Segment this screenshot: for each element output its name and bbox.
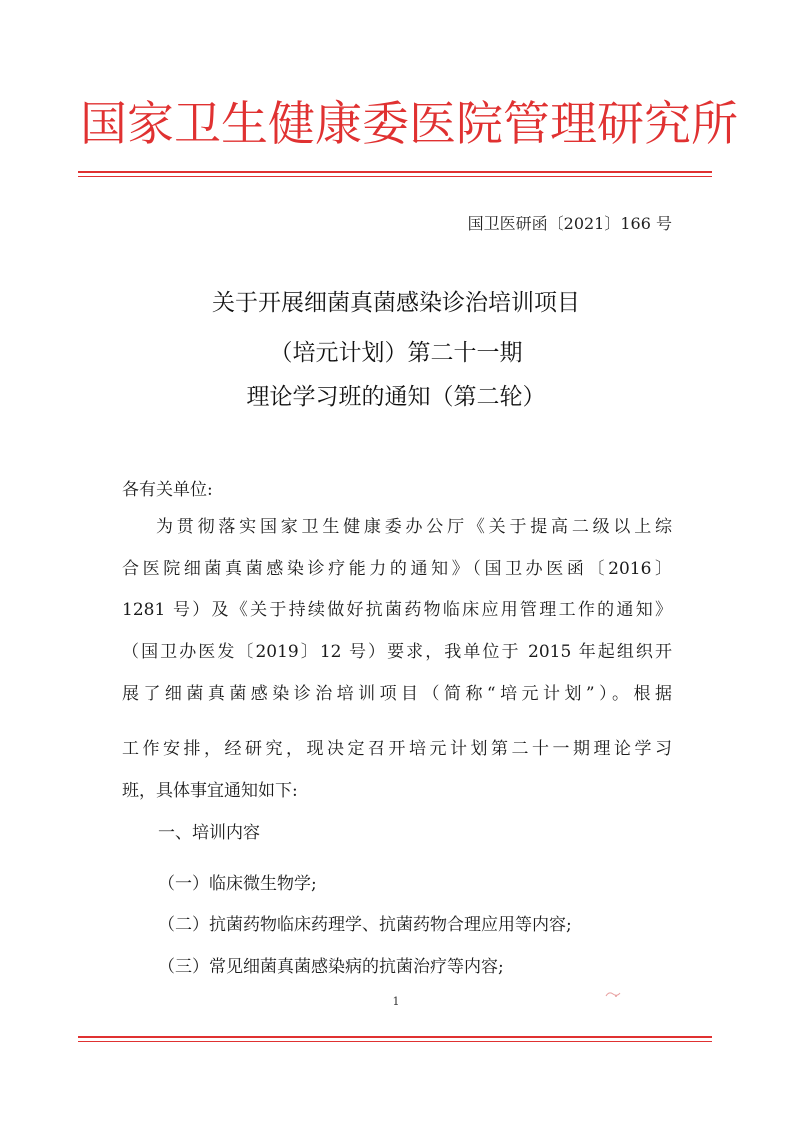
document-title-line-3: 理论学习班的通知（第二轮）	[246, 384, 546, 410]
paragraph-line: （国卫办医发〔2019〕12 号）要求，我单位于 2015 年起组织开	[122, 642, 672, 662]
list-item: （三）常见细菌真菌感染病的抗菌治疗等内容;	[158, 957, 504, 977]
footer-rule-bottom	[78, 1041, 712, 1042]
document-number: 国卫医研函〔2021〕166 号	[467, 214, 672, 233]
document-title-line-1: 关于开展细菌真菌感染诊治培训项目	[212, 290, 580, 316]
section-heading: 一、培训内容	[158, 823, 260, 843]
list-item: （二）抗菌药物临床药理学、抗菌药物合理应用等内容;	[158, 915, 572, 935]
paragraph-line: 为贯彻落实国家卫生健康委办公厅《关于提高二级以上综	[156, 517, 672, 537]
letterhead-rule-bottom	[78, 176, 712, 177]
paragraph-line: 工作安排，经研究，现决定召开培元计划第二十一期理论学习	[122, 739, 672, 759]
paragraph-line: 合医院细菌真菌感染诊疗能力的通知》（国卫办医函〔2016〕	[122, 559, 672, 579]
document-title-line-2: （培元计划）第二十一期	[269, 340, 523, 366]
paragraph-line: 1281 号）及《关于持续做好抗菌药物临床应用管理工作的通知》	[122, 600, 672, 620]
paragraph-line: 展了细菌真菌感染诊治培训项目（简称“培元计划”）。根据	[122, 684, 672, 704]
paragraph-line: 班，具体事宜通知如下:	[122, 781, 298, 801]
letterhead-rule-top	[78, 171, 712, 173]
salutation: 各有关单位:	[122, 480, 213, 500]
letterhead-organization: 国家卫生健康委医院管理研究所	[80, 97, 738, 152]
footer-rule-top	[78, 1036, 712, 1038]
list-item: （一）临床微生物学;	[158, 874, 317, 894]
faint-stamp-mark	[604, 988, 622, 1000]
page-number: 1	[392, 995, 400, 1008]
